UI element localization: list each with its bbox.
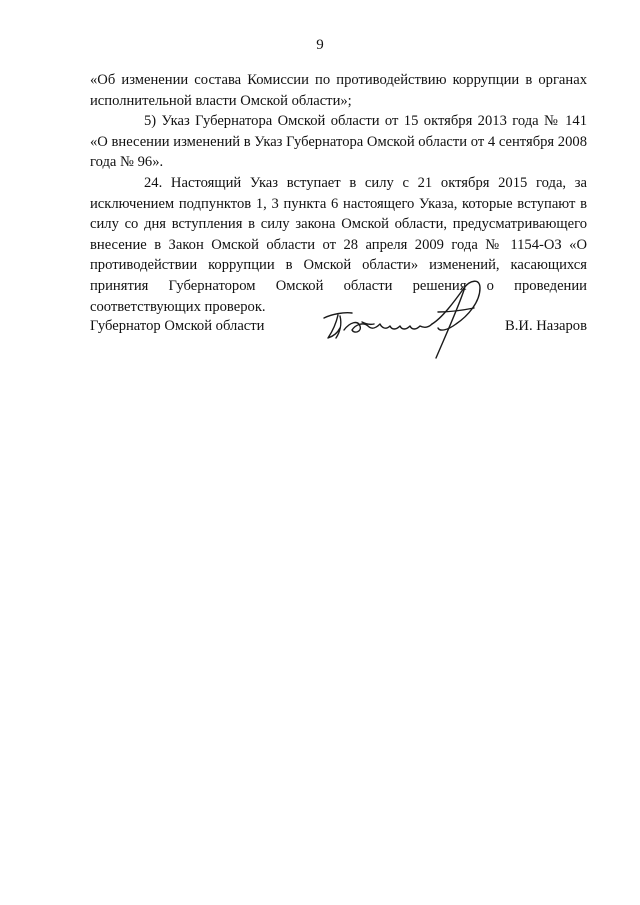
signatory-title: Губернатор Омской области (90, 318, 265, 334)
signatory-name: В.И. Назаров (505, 318, 587, 334)
page-number: 9 (316, 37, 324, 53)
handwritten-signature (318, 272, 500, 364)
paragraph-item-24: 24. Настоящий Указ вступает в силу с 21 октября 2015 года, за исключением подпунктов 1, 3 пункта 6 настоящего Указа, которые вступают в силу со дня вступления в силу закона Омской области, предусматривающего внесение в Закон Омской области от 28 апреля 2009 года № 1154-ОЗ «О противодействии коррупции в Омской области» изменений, касающихся принятия Губернатором Омской области решения о проведении соответствующих проверок. (90, 174, 587, 315)
paragraph-item-5: 5) Указ Губернатора Омской области от 15 октября 2013 года № 141 «О внесении изменений в Указ Губернатора Омской области от 4 сентября 2008 года № 96». (90, 113, 587, 171)
paragraph-commission-title: «Об изменении состава Комиссии по противодействию коррупции в органах исполнительной власти Омской области»; (90, 72, 587, 109)
